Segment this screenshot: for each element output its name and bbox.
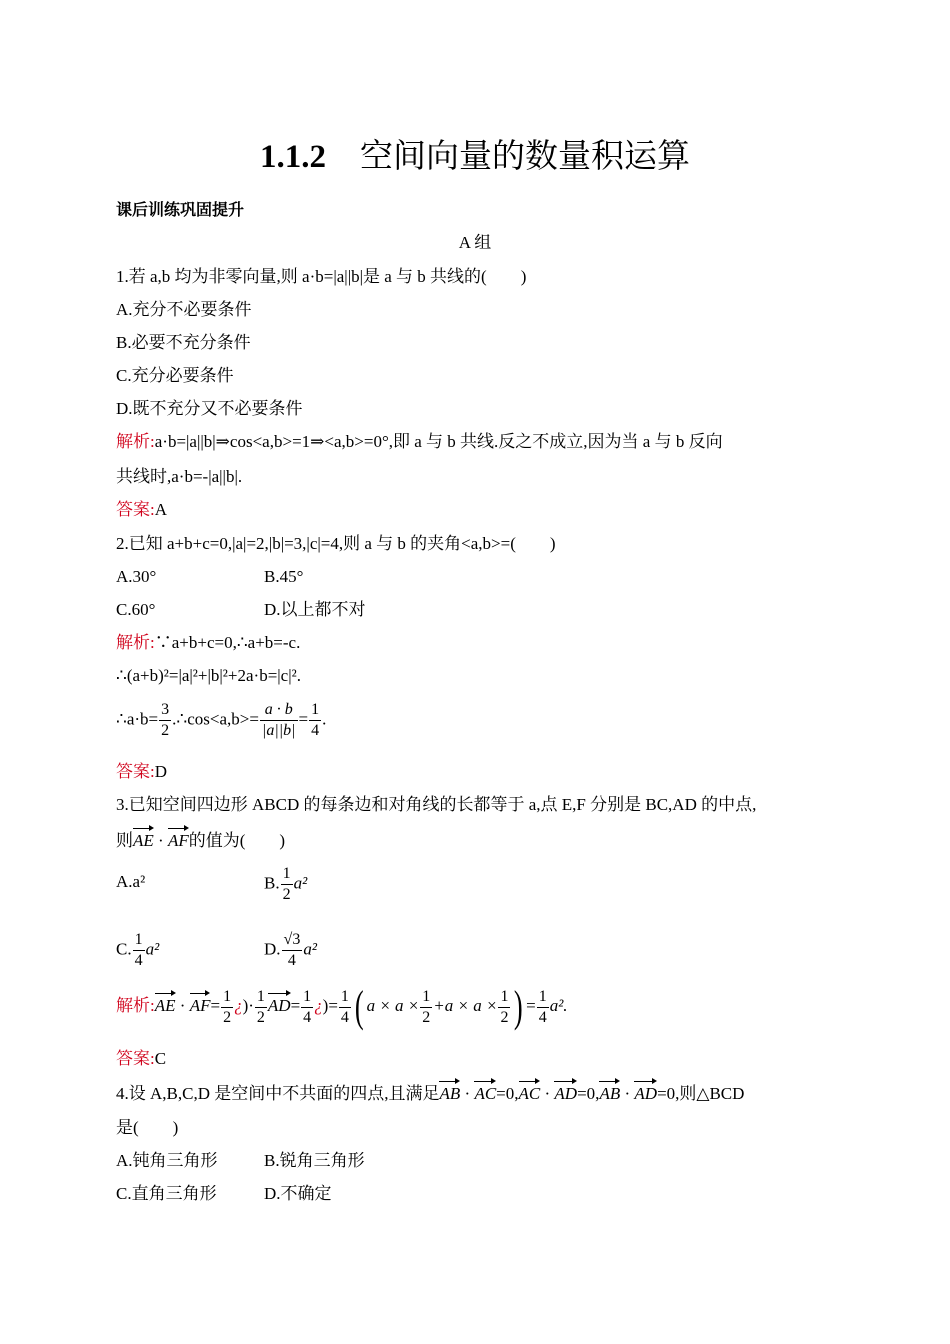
q2-option-a: A.30°: [116, 567, 157, 586]
q3-answer: [116, 1047, 166, 1071]
question-4-stem: [116, 1079, 744, 1106]
q1-analysis: [116, 430, 723, 454]
q4-option-b: B.锐角三角形: [264, 1151, 365, 1170]
equals: =: [290, 995, 301, 1015]
stem-prefix: 4.设 A,B,C,D 是空间中不共面的四点,且满足: [116, 1084, 440, 1103]
vector-af: AF: [190, 991, 211, 1018]
q3-answer-value: C: [154, 1049, 167, 1068]
numerator: 1: [498, 987, 510, 1008]
stem-suffix: =0,则△BCD: [657, 1084, 745, 1103]
denominator: 4: [303, 1008, 312, 1026]
fraction: [221, 987, 233, 1028]
q2-analysis-line1: ∵a+b+c=0,∴a+b=-c.: [154, 633, 301, 652]
q1-option-b: B.必要不充分条件: [116, 333, 251, 352]
fraction: [255, 987, 267, 1028]
answer-label: 答案:: [116, 500, 155, 519]
q3-option-c: [116, 930, 159, 971]
section-number: 1.1.2: [260, 139, 326, 175]
denominator: 4: [287, 952, 296, 969]
q1-answer-value: A: [154, 500, 168, 519]
q1-analysis-line1: a·b=|a||b|⇒cos<a,b>=1⇒<a,b>=0°,即 a 与 b 共线.反之不成立,因为当 a 与 b 反向: [154, 432, 723, 451]
q2-analysis-line3: [116, 700, 326, 741]
numerator: 1: [339, 987, 351, 1008]
question-1-stem: 1.若 a,b 均为非零向量,则 a·b=|a||b|是 a 与 b 共线的( ): [116, 267, 527, 286]
fraction: [282, 930, 303, 971]
fraction: [260, 700, 298, 741]
term: a².: [549, 995, 568, 1015]
dot-operator: ·: [544, 1084, 551, 1103]
q2-l3-a: ∴a·b=: [116, 709, 159, 729]
left-paren: (: [354, 982, 364, 1031]
numerator: 1: [420, 987, 432, 1008]
equals: =: [210, 995, 221, 1015]
q2-answer-value: D: [154, 762, 168, 781]
q2-option-d: D.以上都不对: [264, 600, 366, 619]
denominator: 2: [256, 1008, 265, 1026]
fraction: [301, 987, 313, 1028]
denominator: |a||b|: [261, 722, 296, 739]
unknown-glyph: ¿: [234, 995, 243, 1015]
denominator: 4: [538, 1008, 547, 1026]
equals: =: [526, 995, 536, 1015]
vector-ac: AC: [474, 1079, 496, 1106]
option-term: a²: [145, 939, 160, 959]
option-letter: D.: [264, 939, 281, 959]
denominator: 4: [340, 1008, 349, 1026]
q1-option-c: C.充分必要条件: [116, 366, 234, 385]
q3-option-a: A.a²: [116, 872, 146, 891]
vector-ab: AB: [599, 1079, 620, 1106]
option-term: a²: [293, 873, 308, 893]
operator: )·: [242, 995, 254, 1015]
analysis-label: 解析:: [116, 995, 155, 1015]
vector-ad: AD: [268, 991, 291, 1018]
vector-ad: AD: [634, 1079, 657, 1106]
q3-option-d: [264, 930, 317, 971]
q2-answer: [116, 760, 167, 784]
denominator: 4: [311, 722, 320, 739]
dot-operator: ·: [624, 1084, 631, 1103]
answer-label: 答案:: [116, 762, 155, 781]
denominator: 2: [500, 1008, 509, 1026]
q2-l3-d: .: [322, 709, 327, 729]
fraction: [309, 700, 321, 741]
equals-zero: =0,: [577, 1084, 600, 1103]
dot-operator: ·: [179, 995, 186, 1015]
section-title: 空间向量的数量积运算: [360, 136, 690, 175]
question-2-stem: 2.已知 a+b+c=0,|a|=2,|b|=3,|c|=4,则 a 与 b 的夹角<a,b>=( ): [116, 534, 556, 553]
question-4-stem-line2: 是( ): [116, 1118, 179, 1137]
q4-option-c: C.直角三角形: [116, 1184, 217, 1203]
fraction: [281, 864, 293, 905]
denominator: 2: [161, 722, 170, 739]
numerator: 3: [159, 700, 171, 721]
group-heading: A 组: [458, 233, 492, 252]
question-3-stem-line2: [116, 826, 285, 853]
q2-l3-c: =: [298, 709, 309, 729]
numerator: a · b: [260, 700, 298, 721]
analysis-label: 解析:: [116, 633, 155, 652]
term: +a × a ×: [433, 995, 498, 1015]
stem-suffix: 的值为( ): [188, 831, 286, 850]
q2-option-c: C.60°: [116, 600, 156, 619]
denominator: 2: [282, 886, 291, 903]
numerator: √3: [282, 930, 303, 951]
q2-option-b: B.45°: [264, 567, 304, 586]
numerator: 1: [255, 987, 267, 1008]
fraction: [420, 987, 432, 1028]
answer-label: 答案:: [116, 1049, 155, 1068]
vector-ad: AD: [554, 1079, 577, 1106]
numerator: 1: [301, 987, 313, 1008]
right-paren: ): [514, 982, 524, 1031]
q4-option-d: D.不确定: [264, 1184, 332, 1203]
page-title: [0, 134, 950, 179]
vector-ae: AE: [155, 991, 176, 1018]
fraction: [498, 987, 510, 1028]
equals-zero: =0,: [496, 1084, 519, 1103]
subtitle: 课后训练巩固提升: [116, 200, 245, 219]
fraction: [339, 987, 351, 1028]
q4-option-a: A.钝角三角形: [116, 1151, 218, 1170]
q2-analysis-line2: ∴(a+b)²=|a|²+|b|²+2a·b=|c|².: [116, 666, 301, 685]
denominator: 2: [223, 1008, 232, 1026]
numerator: 1: [281, 864, 293, 885]
fraction: [159, 700, 171, 741]
vector-af: AF: [168, 826, 189, 853]
vector-ae: AE: [133, 826, 154, 853]
q3-analysis: [116, 982, 568, 1031]
fraction: [133, 930, 145, 971]
analysis-label: 解析:: [116, 432, 155, 451]
option-term: a²: [303, 939, 317, 959]
term: a × a ×: [366, 995, 420, 1015]
numerator: 1: [221, 987, 233, 1008]
q2-l3-b: .∴cos<a,b>=: [172, 709, 259, 729]
vector-ac: AC: [519, 1079, 541, 1106]
operator: )=: [322, 995, 338, 1015]
q1-option-d: D.既不充分又不必要条件: [116, 399, 303, 418]
q1-analysis-line2: 共线时,a·b=-|a||b|.: [116, 467, 243, 486]
fraction: [537, 987, 549, 1028]
unknown-glyph: ¿: [314, 995, 323, 1015]
denominator: 2: [422, 1008, 431, 1026]
question-3-stem: 3.已知空间四边形 ABCD 的每条边和对角线的长都等于 a,点 E,F 分别是 BC,AD 的中点,: [116, 795, 757, 814]
q1-answer: [116, 498, 167, 522]
numerator: 1: [537, 987, 549, 1008]
q3-option-b: [264, 864, 307, 905]
stem-prefix: 则: [116, 831, 133, 850]
q1-option-a: A.充分不必要条件: [116, 300, 252, 319]
q2-analysis: [116, 631, 300, 655]
dot-operator: ·: [158, 831, 164, 850]
option-letter: C.: [116, 939, 132, 959]
numerator: 1: [133, 930, 145, 951]
numerator: 1: [309, 700, 321, 721]
dot-operator: ·: [464, 1084, 471, 1103]
vector-ab: AB: [439, 1079, 460, 1106]
denominator: 4: [134, 952, 143, 969]
option-letter: B.: [264, 873, 280, 893]
